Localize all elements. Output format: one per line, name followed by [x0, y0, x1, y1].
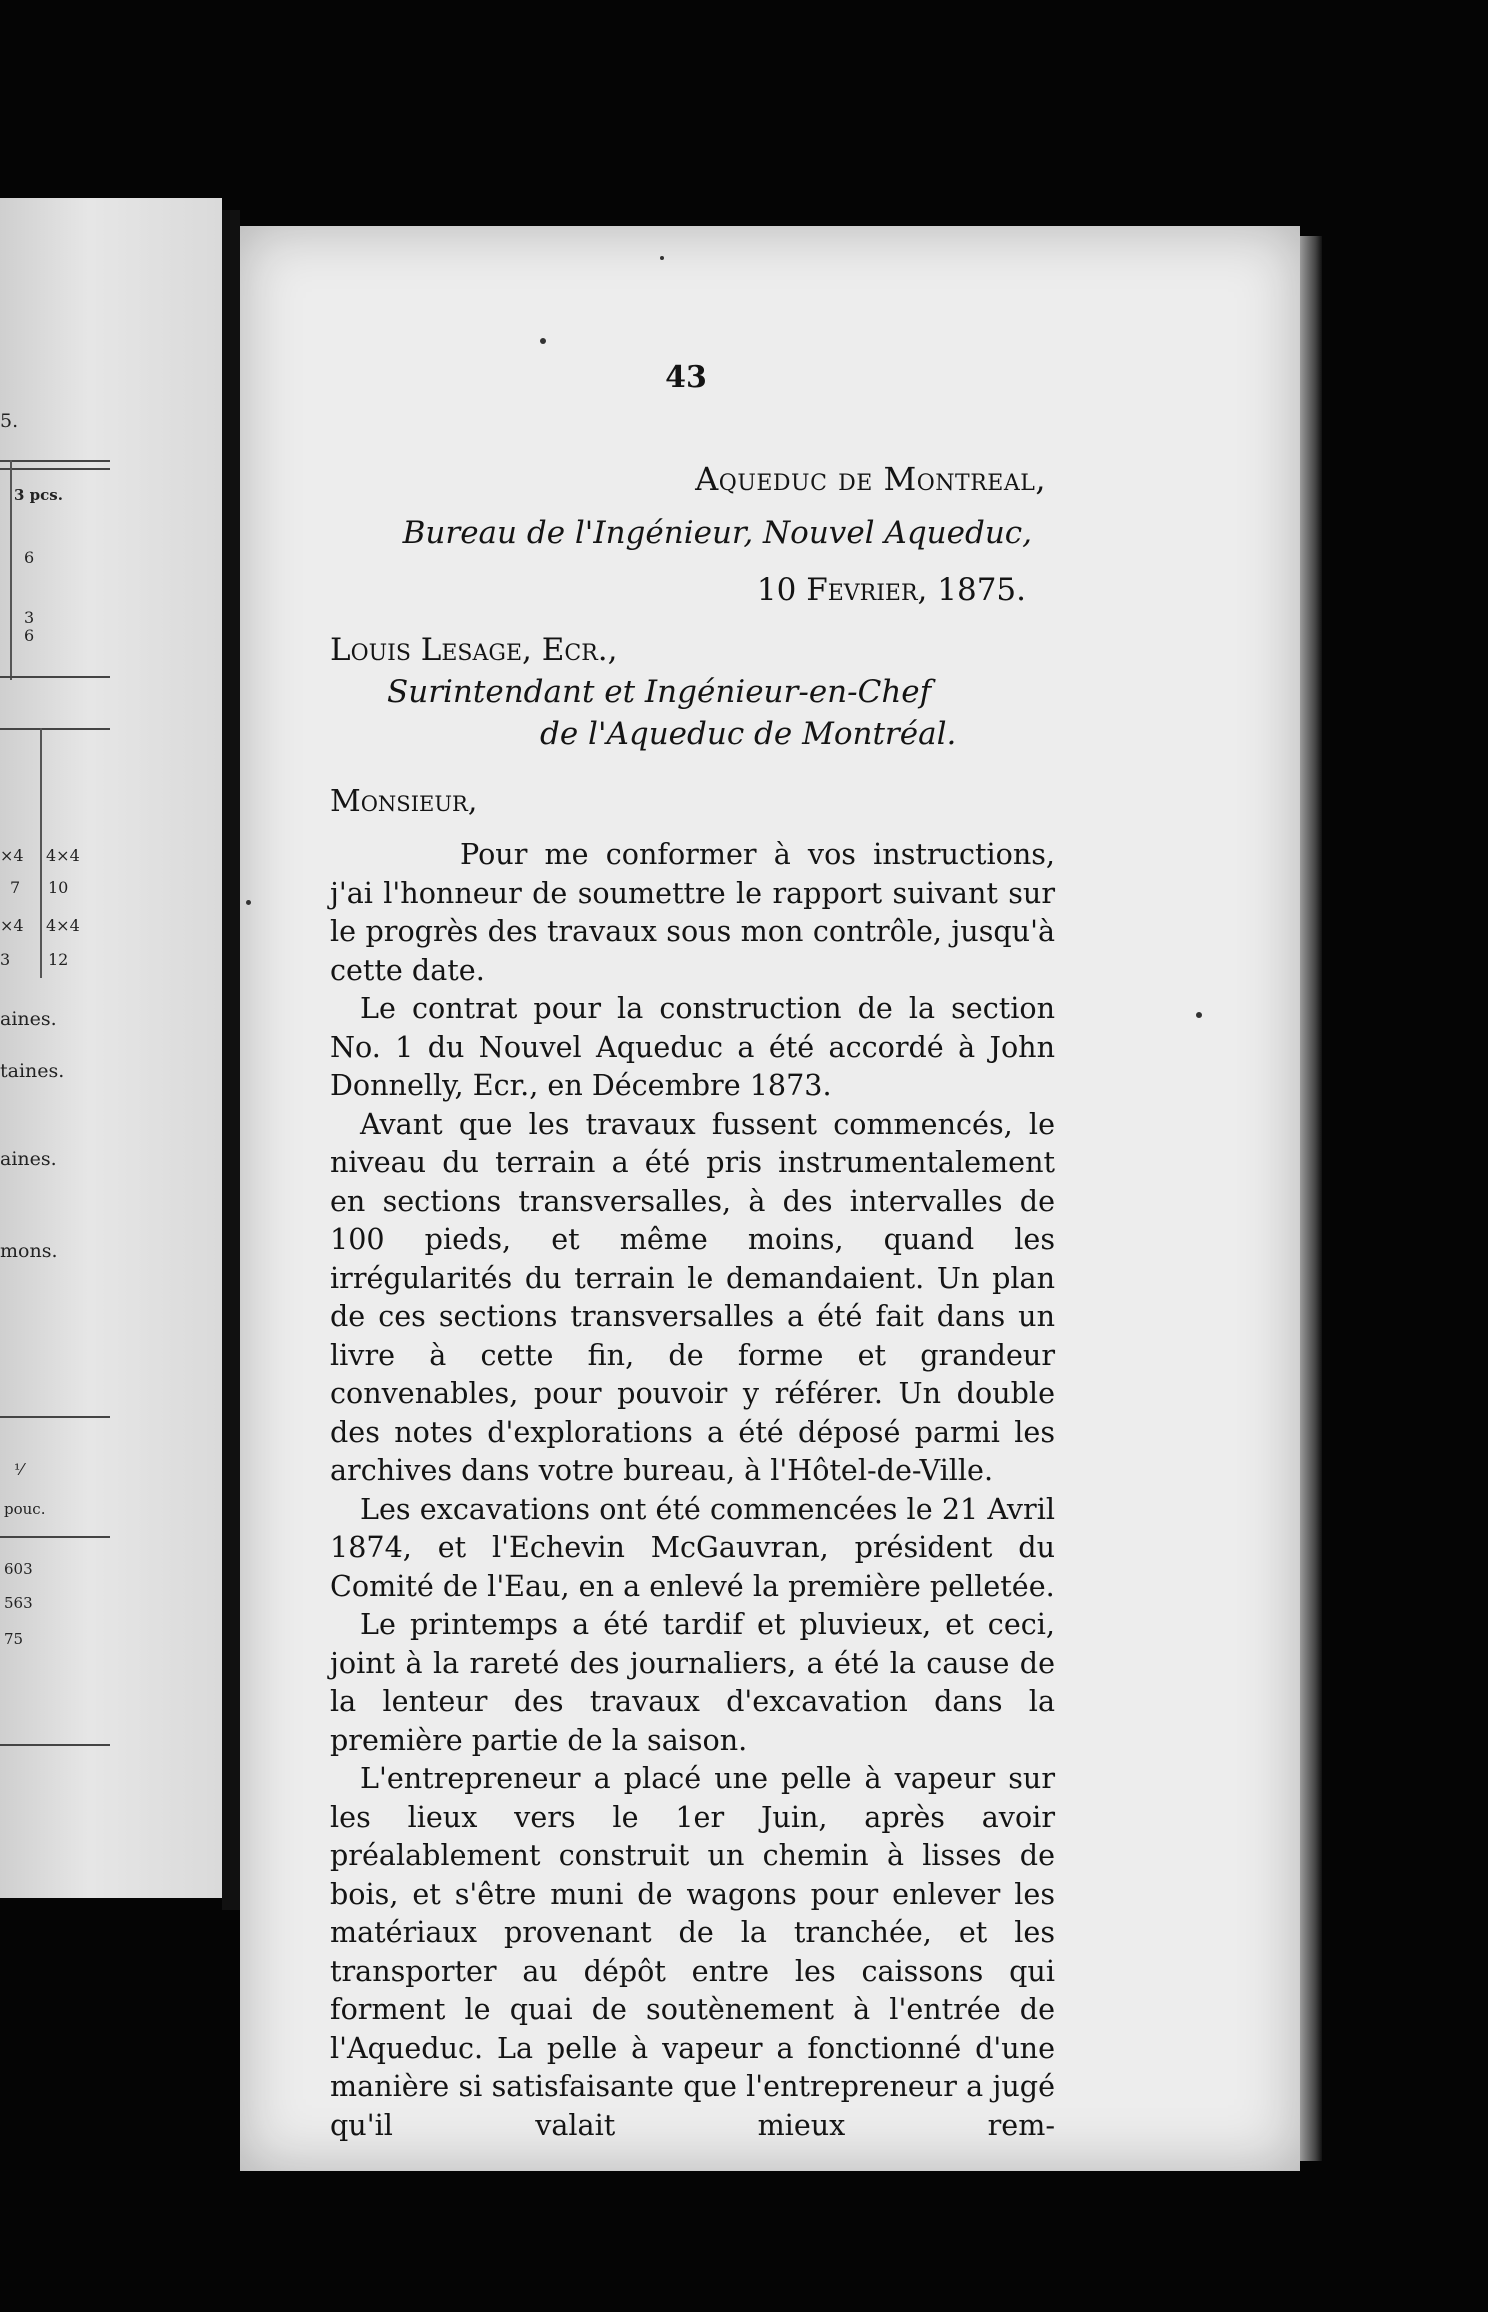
body-paragraph: Pour me conformer à vos instructions, j'ai l'honneur de soumettre le rapport suivant sur le progrès des travaux sous mon contrôle, jusqu'à cette date.	[330, 837, 1055, 987]
table-column-rule	[40, 728, 42, 978]
table-column-rule	[10, 460, 12, 680]
table-rule	[0, 1744, 110, 1746]
addressee-name: Louis Lesage, Ecr.,	[330, 632, 618, 668]
left-page-text: 563	[4, 1594, 33, 1612]
print-speck	[540, 338, 546, 344]
left-page-text: 5.	[0, 410, 19, 432]
left-page-text: pouc.	[4, 1500, 46, 1518]
left-page-text: 12	[48, 950, 69, 969]
body-paragraph: L'entrepreneur a placé une pelle à vapeur sur les lieux vers le 1er Juin, après avoir préalablement construit un chemin à lisses de bois, et s'être muni de wagons pour enlever les matériaux provenant de la tranchée, et les transporter au dépôt entre les caissons qui forment le quai de soutènement à l'entrée de l'Aqueduc. La pelle à vapeur a fonctionné d'une manière si satisfaisante que l'entrepreneur a jugé qu'il valait mieux rem-	[330, 1761, 1055, 2142]
page-edge	[1300, 236, 1322, 2161]
left-page-text: ×4	[0, 916, 24, 935]
left-page-text: 3 pcs.	[14, 486, 63, 504]
left-page-text: 3	[0, 950, 11, 969]
print-speck	[1196, 1012, 1202, 1018]
left-page-text: 4×4	[46, 846, 80, 865]
letter-header-bureau: Bureau de l'Ingénieur, Nouvel Aqueduc,	[402, 515, 1032, 551]
left-page-text: 3	[24, 608, 35, 627]
letter-date: 10 Fevrier, 1875.	[756, 572, 1026, 608]
left-page-text: ×4	[0, 846, 24, 865]
body-paragraph: Les excavations ont été commencées le 21 Avril 1874, et l'Echevin McGauvran, président du Comité de l'Eau, en a enlevé la première pelletée.	[330, 1491, 1055, 1603]
addressee-title: Surintendant et Ingénieur-en-Chef	[387, 674, 932, 710]
table-rule	[0, 728, 110, 730]
body-paragraph: Le contrat pour la construction de la section No. 1 du Nouvel Aqueduc a été accordé à John Donnelly, Ecr., en Décembre 1873.	[330, 991, 1055, 1102]
left-page-fragment	[0, 198, 222, 1898]
left-page-text: 75	[4, 1630, 24, 1648]
table-rule	[0, 1536, 110, 1538]
left-page-text: 603	[4, 1560, 33, 1578]
salutation: Monsieur,	[330, 784, 478, 819]
table-rule	[0, 1416, 110, 1418]
left-page-text: ⅟	[14, 1460, 24, 1479]
print-speck	[246, 900, 251, 905]
letter-header-organization: Aqueduc de Montreal,	[695, 460, 1046, 498]
addressee-title: de l'Aqueduc de Montréal.	[540, 716, 957, 752]
left-page-text: taines.	[0, 1060, 65, 1082]
letter-body	[330, 835, 1055, 2144]
left-page-text: mons.	[0, 1240, 58, 1262]
table-rule	[0, 460, 110, 462]
left-page-text: 6	[24, 548, 35, 567]
book-gutter	[222, 210, 240, 1910]
body-paragraph: Avant que les travaux fussent commencés, le niveau du terrain a été pris instrumentalement en sections transversalles, à des intervalles de 100 pieds, et même moins, quand les irrégularités du terrain le demandaient. Un plan de ces sections transversalles a été fait dans un livre à cette fin, de forme et grandeur convenables, pour pouvoir y référer. Un double des notes d'explorations a été déposé parmi les archives dans votre bureau, à l'Hôtel-de-Ville.	[330, 1106, 1055, 1487]
left-page-text: 7	[10, 878, 21, 897]
left-page-text: aines.	[0, 1008, 57, 1030]
left-page-text: 4×4	[46, 916, 80, 935]
print-speck	[660, 256, 664, 260]
body-paragraph: Le printemps a été tardif et pluvieux, et ceci, joint à la rareté des journaliers, a été la cause de la lenteur des travaux d'excavation dans la première partie de la saison.	[330, 1607, 1055, 1757]
page-number: 43	[665, 360, 707, 395]
table-rule	[0, 468, 110, 470]
left-page-text: aines.	[0, 1148, 57, 1170]
left-page-text: 10	[48, 878, 69, 897]
left-page-text: 6	[24, 626, 35, 645]
table-rule	[0, 676, 110, 678]
